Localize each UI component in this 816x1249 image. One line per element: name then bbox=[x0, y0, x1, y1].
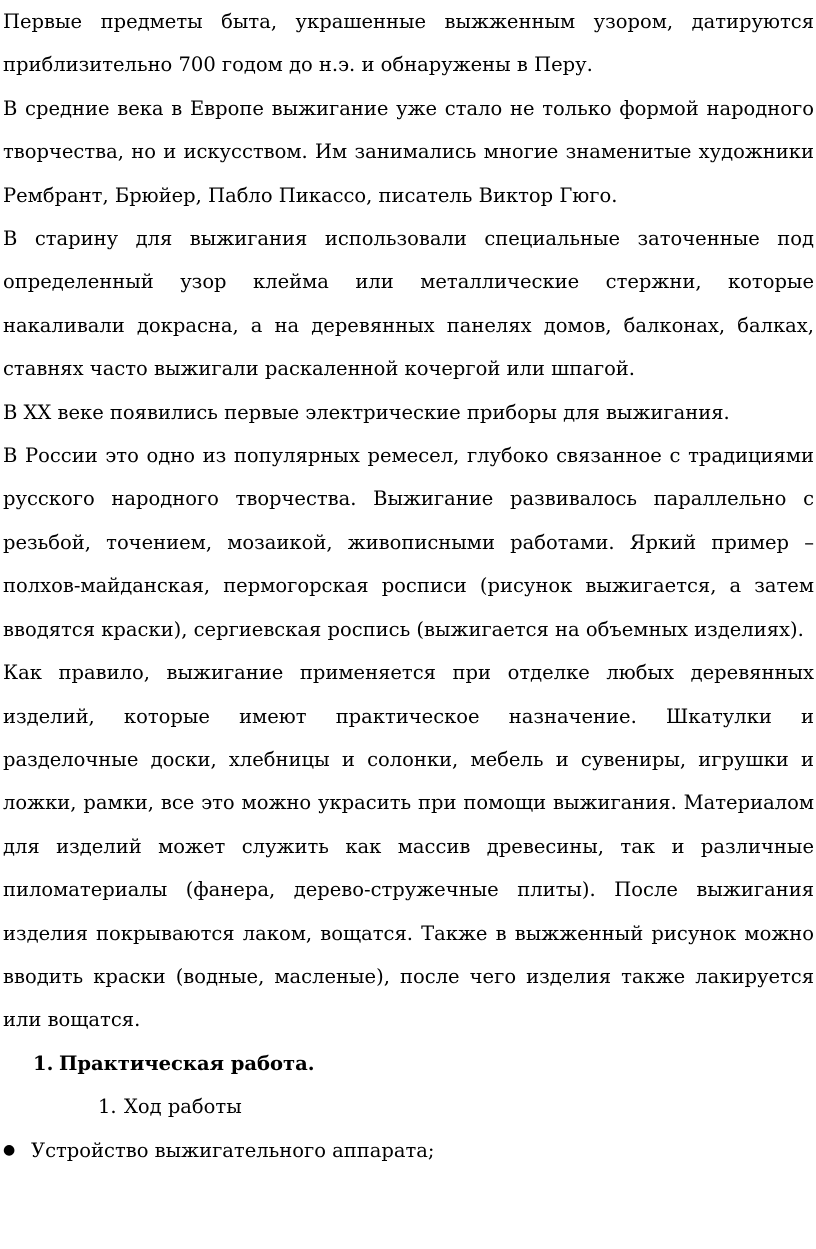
list-item-text: Устройство выжигательного аппарата; bbox=[31, 1138, 435, 1162]
subsection-title: Ход работы bbox=[124, 1095, 242, 1119]
paragraph-middle-ages: В средние века в Европе выжигание уже стало не только формой народного творчества, но и искусством. Им занимались многие знаменитые художники Рембрант, Брюйер, Пабло Пикассо, писатель Виктор Гюго. bbox=[3, 96, 814, 207]
paragraph-old-times: В старину для выжигания использовали специальные заточенные под определенный узор клейма или металлические стержни, которые накаливали докрасна, а на деревянных панелях домов, балконах, балках, ставнях часто выжигали раскаленной кочергой или шпагой. bbox=[3, 227, 814, 381]
bullet-icon: ● bbox=[3, 1141, 16, 1158]
list-item bbox=[3, 1129, 814, 1172]
paragraph-applications: Как правило, выжигание применяется при отделке любых деревянных изделий, которые имеют практическое назначение. Шкатулки и разделочные доски, хлебницы и солонки, мебель и сувениры, игрушки и ложки, рамки, все это можно украсить при помощи выжигания. Материалом для изделий может служить как массив древесины, так и различные пиломатериалы (фанера, дерево-стружечные плиты). После выжигания изделия покрываются лаком, вощатся. Также в выжженный рисунок можно вводить краски (водные, масленые), после чего изделия также лакируется или вощатся. bbox=[3, 661, 814, 1032]
section-number: 1. bbox=[33, 1051, 54, 1075]
paragraph-20th-century: В XX веке появились первые электрические приборы для выжигания. bbox=[3, 400, 730, 424]
section-title: Практическая работа. bbox=[59, 1051, 315, 1075]
subsection-number: 1. bbox=[98, 1095, 117, 1119]
paragraph-history-peru: Первые предметы быта, украшенные выжженным узором, датируются приблизительно 700 годом до н.э. и обнаружены в Перу. bbox=[3, 10, 814, 77]
paragraph-russia: В России это одно из популярных ремесел, глубоко связанное с традициями русского народного творчества. Выжигание развивалось параллельно с резьбой, точением, мозаикой, живописными работами. Яркий пример – полхов-майданская, пермогорская росписи (рисунок выжигается, а затем вводятся краски), сергиевская роспись (выжигается на объемных изделиях). bbox=[3, 444, 814, 641]
subsection-heading bbox=[3, 1085, 814, 1128]
section-heading bbox=[3, 1042, 814, 1085]
